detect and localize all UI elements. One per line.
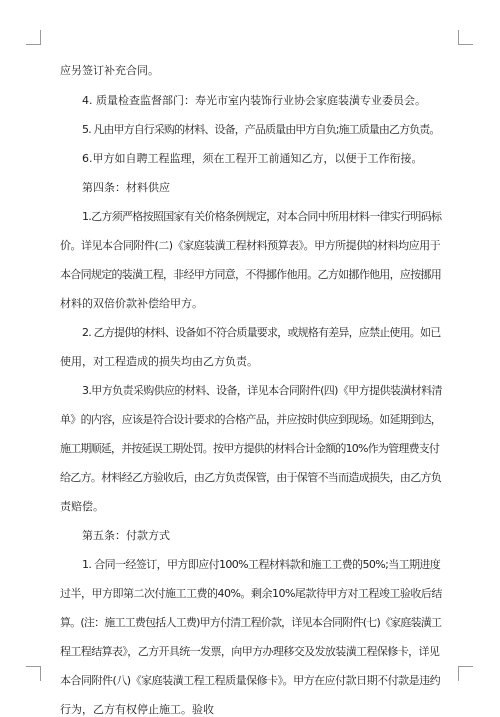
text-line: 程工程结算表》，乙方开具统一发票，向甲方办理移交及发放装潢工程保修卡，详见 xyxy=(60,645,440,658)
text-line: 本合同附件(八)《家庭装潢工程工程质量保修卡》。甲方在应付款日期不付款是违约 xyxy=(60,674,441,687)
text-line: 1.乙方须严格按照国家有关价格条例规定，对本合同中所用材料一律实行明码标 xyxy=(82,210,442,223)
text-line: 行为，乙方有权停止施工。验收 xyxy=(60,703,214,716)
crop-mark-top-left xyxy=(26,30,41,45)
crop-mark-bottom-right xyxy=(458,666,473,681)
text-line: 材料的双倍价款补偿给甲方。 xyxy=(60,297,203,310)
text-line: 价。详见本合同附件(二)《家庭装潢工程材料预算表》。甲方所提供的材料均应用于 xyxy=(60,239,441,252)
text-line: 3.甲方负责采购供应的材料、设备，详见本合同附件(四)《甲方提供装潢材料清 xyxy=(82,384,442,397)
text-line: 责赔偿。 xyxy=(60,500,104,513)
text-line: 给乙方。材料经乙方验收后，由乙方负责保管，由于保管不当而造成损失，由乙方负 xyxy=(60,471,442,484)
text-line: 单》的内容，应该是符合设计要求的合格产品，并应按时供应到现场。如延期到达， xyxy=(60,413,442,426)
text-line: 过半，甲方即第二次付施工工费的40%。剩余10%尾款待甲方对工程竣工验收后结 xyxy=(60,587,442,600)
text-line: 施工期顺延，并按延误工期处罚。按甲方提供的材料合计金额的10%作为管理费支付 xyxy=(60,442,440,455)
text-line: 6.甲方如自聘工程监理，须在工程开工前通知乙方，以便于工作衔接。 xyxy=(82,152,423,165)
text-line: 5. 凡由甲方自行采购的材料、设备，产品质量由甲方自负;施工质量由乙方负责。 xyxy=(82,123,440,136)
text-line: 4. 质量检查监督部门：寿光市室内装饰行业协会家庭装潢专业委员会。 xyxy=(82,94,426,107)
section-heading: 第四条：材料供应 xyxy=(82,181,170,194)
text-line: 2. 乙方提供的材料、设备如不符合质量要求，或规格有差异，应禁止使用。如已 xyxy=(82,326,441,339)
text-line: 本合同规定的装潢工程，非经甲方同意，不得挪作他用。乙方如挪作他用，应按挪用 xyxy=(60,268,442,281)
text-line: 使用，对工程造成的损失均由乙方负责。 xyxy=(60,355,258,368)
crop-mark-top-right xyxy=(458,30,473,45)
text-line: 算。(注：施工工费包括人工费)甲方付清工程价款，详见本合同附件(七)《家庭装潢工 xyxy=(60,616,442,629)
text-line: 1. 合同一经签订，甲方即应付100%工程材料款和施工工费的50%;当工期进度 xyxy=(82,558,441,571)
crop-mark-bottom-left xyxy=(26,666,41,681)
text-line: 应另签订补充合同。 xyxy=(60,64,159,77)
section-heading: 第五条：付款方式 xyxy=(82,529,170,542)
